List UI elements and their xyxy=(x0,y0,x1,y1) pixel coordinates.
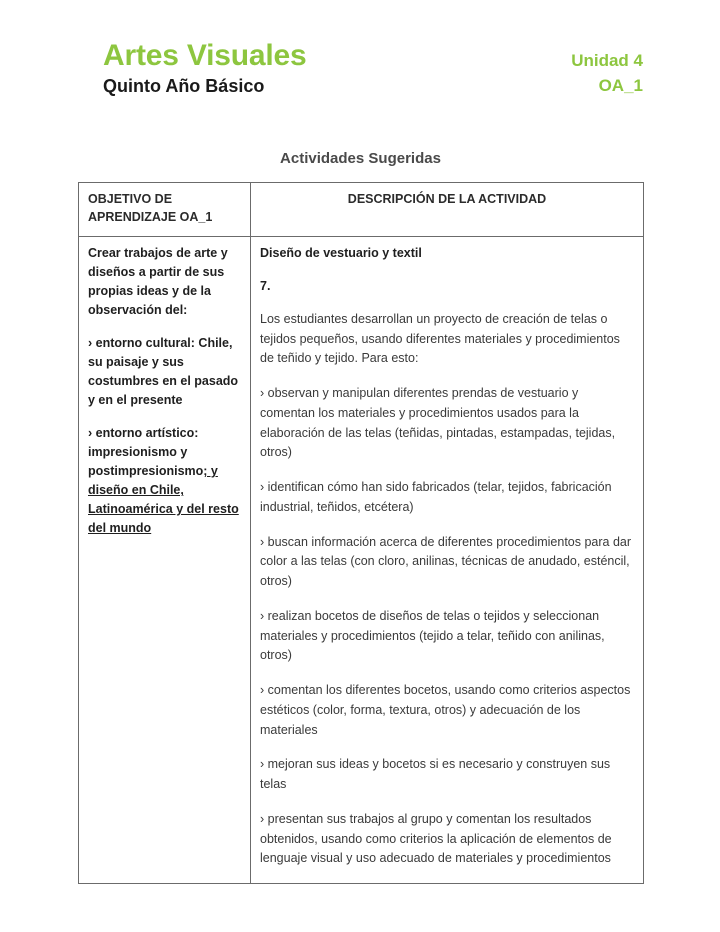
objective-bullet-cultural-text: Chile, su paisaje y sus costumbres en el pasado y en el presente xyxy=(88,336,239,408)
objective-bullet-artistic-underlined: ; y diseño en Chile, Latinoamérica y del resto del mundo xyxy=(88,464,239,536)
page-header xyxy=(78,40,643,108)
description-bullet: › buscan información acerca de diferentes procedimientos para dar color a las telas (con cloro, anilinas, técnicas de anudado, esténcil, otros) xyxy=(260,534,632,588)
objective-bullet-artistic-label: › entorno artístico: xyxy=(88,426,199,441)
description-bullet-list xyxy=(260,384,634,869)
objective-bullet-cultural xyxy=(88,334,241,410)
header-right-block xyxy=(571,50,643,98)
objective-bullet-artistic-text: impresionismo y postimpresionismo xyxy=(88,445,204,479)
description-intro: Los estudiantes desarrollan un proyecto de creación de telas o tejidos pequeños, usando diferentes materiales y procedimientos de teñido y tejido. Para esto: xyxy=(260,311,620,366)
description-bullet: › presentan sus trabajos al grupo y comentan los resultados obtenidos, usando como criterios la aplicación de elementos de lenguaje visual y uso adecuado de materiales y procedimientos xyxy=(260,811,612,866)
oa-code-label: OA_1 xyxy=(598,75,643,95)
description-bullet: › mejoran sus ideas y bocetos si es necesario y construyen sus telas xyxy=(260,757,611,791)
activities-table xyxy=(78,182,644,884)
description-bullet: › observan y manipulan diferentes prendas de vestuario y comentan los materiales y procedimientos usados para la elaboración de las telas (teñidas, pintadas, estampadas, tejidas, otros) xyxy=(260,386,616,460)
unit-label: Unidad 4 xyxy=(571,51,643,70)
description-heading: Diseño de vestuario y textil xyxy=(260,246,422,261)
description-cell xyxy=(251,237,644,884)
objective-bullet-artistic xyxy=(88,424,241,538)
description-bullet: › realizan bocetos de diseños de telas o tejidos y seleccionan materiales y procedimientos (tejido a telar, teñido con anilinas, otros) xyxy=(260,608,605,663)
description-bullet: › identifican cómo han sido fabricados (telar, tejidos, fabricación industrial, teñidos, etcétera) xyxy=(260,480,612,514)
objective-intro: Crear trabajos de arte y diseños a partir de sus propias ideas y de la observación del: xyxy=(88,246,228,318)
subject-title: Artes Visuales xyxy=(103,39,307,72)
column-header-description: DESCRIPCIÓN DE LA ACTIVIDAD xyxy=(251,183,644,237)
description-bullet: › comentan los diferentes bocetos, usando como criterios aspectos estéticos (color, forma, textura, otros) y adecuación de los materiales xyxy=(260,683,631,737)
table-header-row xyxy=(79,183,644,237)
description-number: 7. xyxy=(260,279,271,293)
table-row xyxy=(79,237,644,884)
grade-title: Quinto Año Básico xyxy=(103,76,265,97)
header-left-block xyxy=(103,40,306,98)
column-header-objective: OBJETIVO DE APRENDIZAJE OA_1 xyxy=(79,183,251,237)
objective-bullet-cultural-label: › entorno cultural: xyxy=(88,336,195,351)
section-title: Actividades Sugeridas xyxy=(280,150,441,167)
objective-cell xyxy=(79,237,251,884)
